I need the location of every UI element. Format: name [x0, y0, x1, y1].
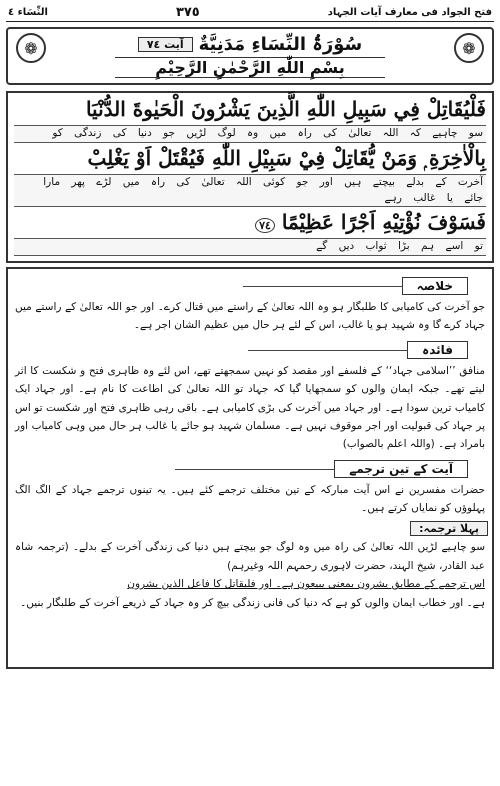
- header-book-title: فتح الجواد فی معارف آیات الجہاد: [327, 7, 492, 18]
- verse-arabic-line: بِالْاٰخِرَةِ ۭ وَمَنْ يُّقَاتِلْ فِيْ سَبِيْلِ اللّٰهِ فَيُقْتَلْ اَوْ يَغْلِبْ: [87, 145, 486, 170]
- bismillah: بِسْمِ اللّٰهِ الرَّحْمٰنِ الرَّحِيْمِ: [115, 57, 384, 78]
- summary-paragraph: جو آخرت کی کامیابی کا طلبگار ہو وہ اللہ تعالیٰ کے راستے میں قتال کرے۔ اور جو اللہ تعالیٰ کے راستے میں جہاد کرے گا وہ شہید ہو یا غالب، اس کے لئے ہر حال میں عظیم الشان اجر ہے۔: [15, 301, 485, 332]
- ornament-icon: ❁: [454, 33, 484, 63]
- note-text: اس ترجمے کے مطابق یشرون بمعنی یبیعون ہے۔ اور فلیقاتل کا فاعل الذین یشرون: [127, 578, 485, 591]
- commentary-body: [6, 267, 494, 669]
- verse-block: [6, 91, 494, 263]
- three-translations-paragraph: حضرات مفسرین نے اس آیت مبارکہ کے تین مختلف ترجمے کئے ہیں۔ یہ تینوں ترجمے جہاد کے الگ الگ پہلوؤں کو نمایاں کرتے ہیں۔: [15, 483, 485, 514]
- ornament-icon: ❁: [16, 33, 46, 63]
- header-surah-label: النِّسَاء ٤: [8, 7, 48, 18]
- section-heading-three-translations: آیت کے تین ترجمے: [334, 460, 468, 478]
- first-translation-note: [12, 575, 488, 593]
- page-number: ٣٧٥: [175, 5, 200, 20]
- ayah-label: آیت ٧٤: [138, 37, 193, 52]
- verse-arabic-text: فَسَوْفَ نُؤْتِيْهِ اَجْرًا عَظِيْمًا: [281, 210, 486, 235]
- surah-name: سُوْرَۃُ النِّسَاءِ مَدَنِيَّةٌ: [198, 34, 363, 55]
- first-translation-note-continued: ہے۔ اور خطاب ایمان والوں کو ہے کہ دنیا کی فانی زندگی بیچ کر وہ جہاد کے ذریعے آخرت کے طلبگار بنیں۔: [20, 596, 485, 609]
- section-heading-benefit: فائدہ: [407, 341, 468, 359]
- surah-title: [138, 34, 362, 55]
- surah-title-band: [6, 27, 494, 85]
- benefit-paragraph: منافق ’’اسلامی جہاد‘‘ کے فلسفے اور مقصد کو نہیں سمجھتے تھے، اس لئے وہ ظاہری فتح و شکست کا اثر لیتے تھے۔ جبکہ ایمان والوں کو سمجھایا گیا کہ جہاد تو اللہ تعالیٰ کی اطاعت کا نام ہے۔ اور جہاد ایک کامیاب ترین سودا ہے۔ اور جہاد میں آخرت کی بڑی کامیابی ہے۔ باقی رہی ظاہری فتح اور شکست تو اس پر جہاد کی قبولیت اور اجر موقوف نہیں ہے۔ مسلمان شہید ہو جائے یا غالب ہر حال میں وہی کامیاب اور بامراد ہے۔ (واللہ اعلم بالصواب): [15, 364, 485, 451]
- verse-arabic-line: فَلْيُقَاتِلْ فِي سَبِيلِ اللّٰهِ الَّذِينَ يَشْرُونَ الْحَيٰوةَ الدُّنْيَا: [85, 97, 486, 121]
- ayah-number-marker: ٧٤: [255, 218, 275, 233]
- subheading-first-translation: پہلا ترجمہ:: [410, 521, 488, 536]
- verse-translation-line: سو چاہیے کہ اللہ تعالیٰ کی راہ میں وہ لوگ لڑیں جو دنیا کی زندگی کو: [14, 125, 486, 143]
- verse-translation-line: تو اسے ہم بڑا ثواب دیں گے: [14, 238, 486, 256]
- running-header: [6, 4, 494, 22]
- first-translation-paragraph: سو چاہیے لڑیں اللہ تعالیٰ کی راہ میں وہ لوگ جو بیچتے ہیں دنیا کی زندگی آخرت کے بدلے۔ (ترجمہ شاہ عبد القادر، شیخ الہند، حضرت لاہوری رحمہم اللہ وغیرہم): [15, 541, 485, 572]
- section-heading-summary: خلاصہ: [402, 277, 468, 295]
- verse-arabic-line: [14, 209, 486, 236]
- verse-translation-line: آخرت کے بدلے بیچتے ہیں اور جو کوئی اللہ تعالیٰ کی راہ میں لڑے پھر مارا جائے یا غالب رہے: [14, 174, 486, 208]
